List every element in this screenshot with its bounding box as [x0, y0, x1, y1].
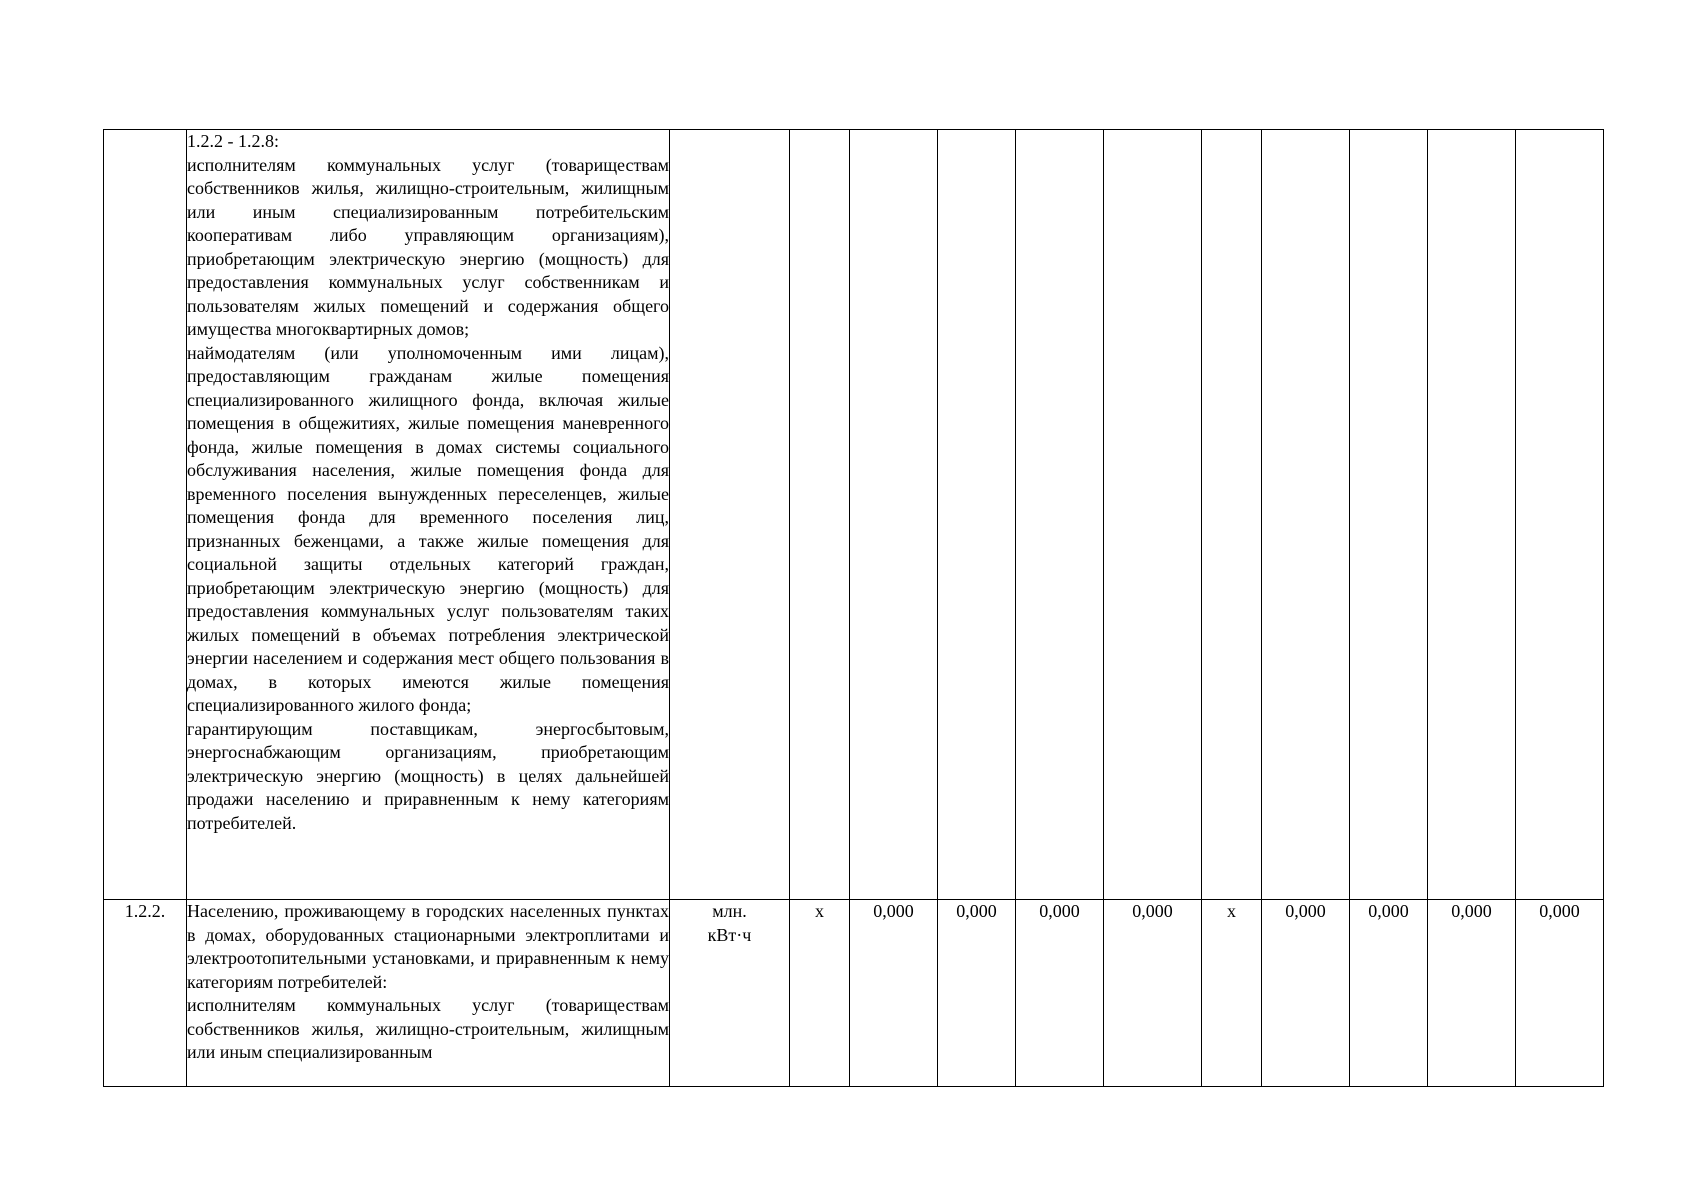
value-cell — [790, 130, 850, 900]
value-cell: х — [1202, 900, 1262, 1087]
table-row — [104, 130, 1604, 900]
row-description — [187, 900, 670, 1087]
description-paragraph: наймодателям (или уполномоченным ими лицам), предоставляющим гражданам жилые помещения специализированного жилищного фонда, включая жилые помещения в общежитиях, жилые помещения маневренного фонда, жилые помещения в домах системы социального обслуживания населения, жилые помещения фонда для временного поселения вынужденных переселенцев, жилые помещения фонда для временного поселения лиц, признанных беженцами, а также жилые помещения для социальной защиты отдельных категорий граждан, приобретающим электрическую энергию (мощность) для предоставления коммунальных услуг пользователям таких жилых помещений в объемах потребления электрической энергии населением и содержания мест общего пользования в домах, в которых имеются жилые помещения специализированного жилого фонда; — [187, 342, 669, 715]
value-cell: 0,000 — [850, 900, 938, 1087]
value-cell: 0,000 — [1428, 900, 1516, 1087]
description-paragraph: исполнителям коммунальных услуг (товариществам собственников жилья, жилищно-строительным, жилищным или иным специализированным потребительским кооперативам либо управляющим организациям), приобретающим электрическую энергию (мощность) для предоставления коммунальных услуг собственникам и пользователям жилых помещений и содержания общего имущества многоквартирных домов; — [187, 154, 669, 339]
unit-cell — [670, 130, 790, 900]
row-description — [187, 130, 670, 900]
value-cell: 0,000 — [1516, 900, 1604, 1087]
value-cell — [1202, 130, 1262, 900]
description-paragraph: гарантирующим поставщикам, энергосбытовым, энергоснабжающим организациям, приобретающим электрическую энергию (мощность) в целях дальнейшей продажи населению и приравненным к нему категориям потребителей. — [187, 718, 669, 833]
value-cell: 0,000 — [1016, 900, 1104, 1087]
value-cell: 0,000 — [1350, 900, 1428, 1087]
description-paragraph: 1.2.2 - 1.2.8: — [187, 131, 279, 151]
value-cell — [1262, 130, 1350, 900]
tariff-table — [103, 129, 1604, 1087]
value-cell: 0,000 — [1104, 900, 1202, 1087]
unit-cell: млн. кВт·ч — [670, 900, 790, 1087]
description-paragraph: исполнителям коммунальных услуг (товариществам собственников жилья, жилищно-строительным, жилищным или иным специализированным — [187, 995, 669, 1062]
row-number — [104, 130, 187, 900]
value-cell — [1016, 130, 1104, 900]
value-cell — [1516, 130, 1604, 900]
value-cell — [938, 130, 1016, 900]
description-paragraph: Населению, проживающему в городских населенных пунктах в домах, оборудованных стационарными электроплитами и электроотопительными установками, и приравненным к нему категориям потребителей: — [187, 901, 669, 992]
table-row — [104, 900, 1604, 1087]
value-cell — [1350, 130, 1428, 900]
value-cell: х — [790, 900, 850, 1087]
value-cell — [1428, 130, 1516, 900]
value-cell: 0,000 — [938, 900, 1016, 1087]
value-cell — [850, 130, 938, 900]
value-cell: 0,000 — [1262, 900, 1350, 1087]
value-cell — [1104, 130, 1202, 900]
row-number: 1.2.2. — [104, 900, 187, 1087]
